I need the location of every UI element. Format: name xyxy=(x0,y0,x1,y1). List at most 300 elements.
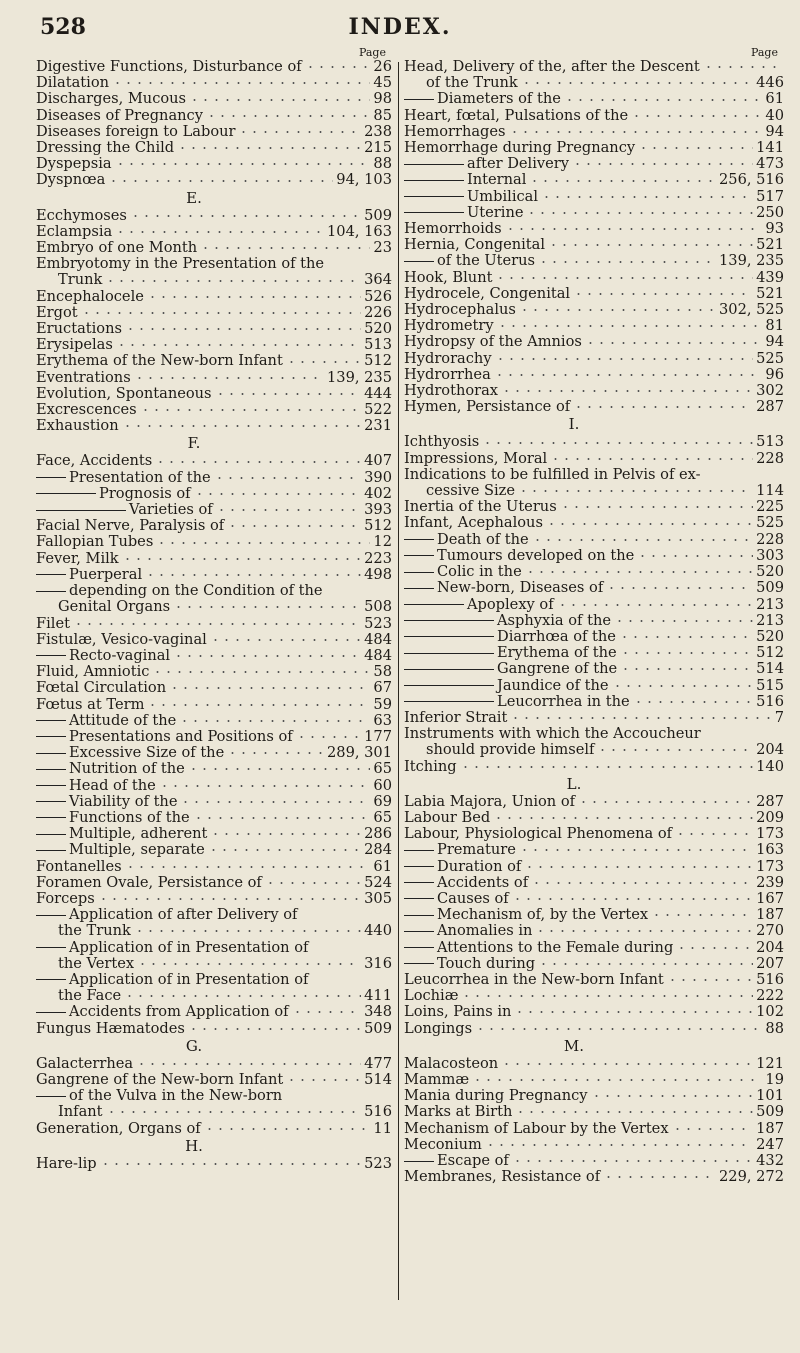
entry-term: of the Trunk xyxy=(426,75,518,92)
entry-page: 522 xyxy=(364,402,392,419)
entry-term: Hare-lip xyxy=(36,1155,97,1172)
dot-leader xyxy=(591,1095,754,1097)
index-entry xyxy=(404,1121,784,1137)
entry-term: Fever, Milk xyxy=(36,550,119,567)
dot-leader xyxy=(125,328,361,330)
dot-leader xyxy=(137,963,361,965)
entry-term: Infant, Acephalous xyxy=(404,515,543,532)
entry-page: 215 xyxy=(364,140,392,157)
dot-leader xyxy=(546,523,753,525)
entry-page: 287 xyxy=(756,399,784,416)
entry-term: Labour Bed xyxy=(404,809,491,826)
index-entry xyxy=(404,483,784,499)
entry-page: 509 xyxy=(756,580,784,597)
entry-term: Generation, Organs of xyxy=(36,1120,201,1137)
entry-term: Inertia of the Uterus xyxy=(404,499,557,516)
index-entry xyxy=(36,208,392,224)
entry-term: Embryotomy in the Presentation of the xyxy=(36,256,325,273)
index-entry-heading xyxy=(404,467,784,483)
index-entry xyxy=(404,351,784,367)
page-header xyxy=(0,14,800,44)
entry-page: 514 xyxy=(756,661,784,678)
index-entry xyxy=(404,1004,784,1020)
ditto-dash xyxy=(36,493,96,494)
entry-term: Jaundice of the xyxy=(497,677,609,694)
section-letter: F. xyxy=(187,434,201,453)
entry-page: 45 xyxy=(373,75,392,92)
index-entry xyxy=(404,826,784,842)
index-entry xyxy=(36,1104,392,1120)
index-entry xyxy=(404,1153,784,1169)
index-entry xyxy=(36,370,392,386)
entry-term: Head of the xyxy=(69,777,156,794)
index-entry xyxy=(36,1121,392,1137)
index-entry xyxy=(404,810,784,826)
page-number: 528 xyxy=(40,14,86,40)
entry-term: Puerperal xyxy=(69,566,143,583)
entry-page: 58 xyxy=(373,664,392,681)
ditto-dash xyxy=(36,574,66,575)
dot-leader xyxy=(122,558,362,560)
entry-page: 407 xyxy=(364,453,392,470)
dot-leader xyxy=(515,1111,753,1113)
dot-leader xyxy=(573,293,753,295)
index-entry xyxy=(36,108,392,124)
index-entry xyxy=(36,502,392,518)
dot-leader xyxy=(130,215,361,217)
entry-term: Fœtal Circulation xyxy=(36,680,167,697)
page-column-label: Page xyxy=(750,46,778,59)
ditto-dash xyxy=(404,947,434,948)
dot-leader xyxy=(136,1063,361,1065)
ditto-dash xyxy=(404,963,434,964)
entry-page: 348 xyxy=(364,1004,392,1021)
entry-term: Impressions, Moral xyxy=(404,450,548,467)
dot-leader xyxy=(637,555,753,557)
entry-term: Marks at Birth xyxy=(404,1104,513,1121)
entry-page: 226 xyxy=(364,304,392,321)
index-entry xyxy=(404,270,784,286)
index-entry xyxy=(404,1088,784,1104)
entry-term: Embryo of one Month xyxy=(36,240,198,257)
entry-term: Mania during Pregnancy xyxy=(404,1088,588,1105)
entry-term: Loins, Pains in xyxy=(404,1004,512,1021)
entry-term: Diseases foreign to Labour xyxy=(36,123,236,140)
entry-term: Hydropsy of the Amnios xyxy=(404,334,582,351)
entry-page: 512 xyxy=(364,518,392,535)
entry-term: Tumours developed on the xyxy=(437,547,635,564)
entry-page: 26 xyxy=(373,59,392,75)
entry-page: 521 xyxy=(756,237,784,254)
index-entry xyxy=(36,1056,392,1072)
entry-term: Hydrothorax xyxy=(404,383,499,400)
entry-page: 94 xyxy=(765,334,784,351)
index-entry xyxy=(36,156,392,172)
entry-page: 187 xyxy=(756,1120,784,1137)
index-entry xyxy=(36,486,392,502)
entry-term: Galacterrhea xyxy=(36,1055,134,1072)
entry-term: Death of the xyxy=(437,531,529,548)
entry-page: 104, 163 xyxy=(327,223,392,240)
dot-leader xyxy=(122,425,362,427)
index-entry xyxy=(36,761,392,777)
index-entry xyxy=(36,648,392,664)
entry-term: Hydrorrhea xyxy=(404,366,491,383)
ditto-dash xyxy=(404,898,434,899)
index-column-left xyxy=(36,46,392,1172)
index-entry xyxy=(404,140,784,156)
index-entry xyxy=(36,923,392,939)
index-entry xyxy=(404,580,784,596)
dot-leader xyxy=(147,704,370,706)
ditto-dash xyxy=(36,947,66,948)
entry-term: Ergot xyxy=(36,304,78,321)
dot-leader xyxy=(180,801,370,803)
ditto-dash xyxy=(36,720,66,721)
entry-term: Excrescences xyxy=(36,402,137,419)
entry-term: Premature xyxy=(437,842,516,859)
entry-term: Dilatation xyxy=(36,75,110,92)
ditto-dash xyxy=(404,653,494,654)
entry-term: Eructations xyxy=(36,321,122,338)
dot-leader xyxy=(524,866,753,868)
entry-page: 514 xyxy=(364,1071,392,1088)
index-entry xyxy=(36,551,392,567)
index-entry xyxy=(404,189,784,205)
dot-leader xyxy=(572,163,753,165)
ditto-dash xyxy=(404,555,434,556)
entry-term: Erythema of the New-born Infant xyxy=(36,353,283,370)
dot-leader xyxy=(525,571,753,573)
index-entry xyxy=(404,678,784,694)
ditto-dash xyxy=(36,736,66,737)
entry-page: 102 xyxy=(756,1004,784,1021)
entry-page: 163 xyxy=(756,842,784,859)
dot-leader xyxy=(633,701,754,703)
dot-leader xyxy=(134,377,324,379)
entry-page: 223 xyxy=(364,550,392,567)
dot-leader xyxy=(286,361,361,363)
entry-page: 484 xyxy=(364,647,392,664)
entry-page: 228 xyxy=(756,531,784,548)
entry-page: 140 xyxy=(756,758,784,775)
ditto-dash xyxy=(404,99,434,100)
entry-term: Presentations and Positions of xyxy=(69,728,293,745)
dot-leader xyxy=(461,995,753,997)
dot-leader xyxy=(495,277,753,279)
entry-term: after Delivery xyxy=(467,156,569,173)
dot-leader xyxy=(631,115,762,117)
index-entry xyxy=(404,1072,784,1088)
dot-leader xyxy=(204,1128,371,1130)
dot-leader xyxy=(619,636,753,638)
dot-leader xyxy=(529,180,716,182)
entry-term: Instruments with which the Accoucheur xyxy=(404,726,701,743)
entry-term: Application of after Delivery of xyxy=(69,907,298,924)
entry-page: 303 xyxy=(756,547,784,564)
entry-page: 93 xyxy=(765,221,784,238)
entry-term: Inferior Strait xyxy=(404,709,508,726)
entry-term: of the Vulva in the New-born xyxy=(69,1088,283,1105)
entry-term: the Face xyxy=(58,988,122,1005)
dot-leader xyxy=(210,639,361,641)
entry-page: 173 xyxy=(756,858,784,875)
ditto-dash xyxy=(404,212,464,213)
dot-leader xyxy=(612,685,754,687)
index-entry xyxy=(36,353,392,369)
entry-term: Attentions to the Female during xyxy=(437,939,674,956)
entry-term: Presentation of the xyxy=(69,469,211,486)
entry-page: 393 xyxy=(364,502,392,519)
index-entry xyxy=(404,383,784,399)
entry-page: 250 xyxy=(756,204,784,221)
index-entry xyxy=(36,680,392,696)
entry-page: 484 xyxy=(364,631,392,648)
section-letter: I. xyxy=(568,415,580,434)
index-entry xyxy=(404,1056,784,1072)
dot-leader xyxy=(155,461,361,463)
dot-leader xyxy=(238,131,361,133)
entry-term: Fluid, Amniotic xyxy=(36,664,150,681)
section-letter: E. xyxy=(186,188,202,207)
entry-term: Application of in Presentation of xyxy=(69,939,309,956)
entry-page: 98 xyxy=(373,91,392,108)
dot-leader xyxy=(115,231,324,233)
dot-leader xyxy=(519,849,753,851)
entry-term: Ichthyosis xyxy=(404,434,480,451)
dot-leader xyxy=(208,849,361,851)
entry-term: Mammæ xyxy=(404,1071,470,1088)
dot-leader xyxy=(505,228,763,230)
index-entry xyxy=(36,842,392,858)
entry-term: Escape of xyxy=(437,1153,509,1169)
section-letter: M. xyxy=(563,1036,585,1055)
entry-page: 94 xyxy=(765,123,784,140)
entry-term: Hydrorachy xyxy=(404,350,492,367)
index-entry-heading xyxy=(36,972,392,988)
index-entry xyxy=(36,91,392,107)
entry-term: Hook, Blunt xyxy=(404,269,493,286)
entry-term: Leucorrhea in the xyxy=(497,693,630,710)
entry-term: Nutrition of the xyxy=(69,761,185,778)
entry-page: 520 xyxy=(756,564,784,581)
index-entry xyxy=(36,59,392,75)
entry-term: Malacosteon xyxy=(404,1055,499,1072)
entry-page: 305 xyxy=(364,890,392,907)
entry-term: Heart, fœtal, Pulsations of the xyxy=(404,107,629,124)
index-entry xyxy=(404,710,784,726)
dot-leader xyxy=(703,66,781,68)
entry-term: Attitude of the xyxy=(69,712,177,729)
index-entry xyxy=(36,1021,392,1037)
ditto-dash xyxy=(36,817,66,818)
ditto-dash xyxy=(36,834,66,835)
index-entry xyxy=(404,694,784,710)
index-entry xyxy=(404,318,784,334)
entry-page: 177 xyxy=(364,728,392,745)
entry-term: Functions of the xyxy=(69,809,190,826)
ditto-dash xyxy=(36,769,66,770)
ditto-dash xyxy=(404,866,434,867)
dot-leader xyxy=(672,1128,754,1130)
index-entry xyxy=(404,532,784,548)
ditto-dash xyxy=(404,604,464,605)
entry-term: Colic in the xyxy=(437,564,522,581)
ditto-dash xyxy=(404,685,494,686)
index-entry xyxy=(404,597,784,613)
entry-term: Diameters of the xyxy=(437,91,561,108)
dot-leader xyxy=(177,147,361,149)
entry-page: 85 xyxy=(373,107,392,124)
entry-term: Prognosis of xyxy=(99,485,191,502)
entry-page: 11 xyxy=(373,1120,392,1137)
index-entry xyxy=(36,453,392,469)
entry-page: 65 xyxy=(373,809,392,826)
ditto-dash xyxy=(36,591,66,592)
entry-page: 477 xyxy=(364,1055,392,1072)
index-entry xyxy=(404,302,784,318)
dot-leader xyxy=(510,717,771,719)
entry-page: 59 xyxy=(373,696,392,713)
dot-leader xyxy=(227,752,324,754)
entry-term: Filet xyxy=(36,615,70,632)
index-entry xyxy=(404,221,784,237)
entry-term: Apoplexy of xyxy=(467,596,554,613)
index-entry xyxy=(404,91,784,107)
dot-leader xyxy=(585,342,763,344)
dot-leader xyxy=(188,768,371,770)
entry-term: Digestive Functions, Disturbance of xyxy=(36,59,302,75)
dot-leader xyxy=(292,1011,362,1013)
dot-leader xyxy=(227,525,361,527)
index-entry xyxy=(36,713,392,729)
entry-page: 238 xyxy=(364,123,392,140)
entry-term: Gangrene of the New-born Infant xyxy=(36,1071,284,1088)
entry-term: Indications to be fulfilled in Pelvis of ex- xyxy=(404,466,701,483)
dot-leader xyxy=(296,736,361,738)
entry-term: Labia Majora, Union of xyxy=(404,793,576,810)
index-entry xyxy=(404,124,784,140)
dot-leader xyxy=(106,1111,362,1113)
dot-leader xyxy=(206,115,370,117)
entry-page: 432 xyxy=(756,1153,784,1169)
dot-leader xyxy=(210,833,361,835)
ditto-dash xyxy=(404,669,494,670)
entry-page: 440 xyxy=(364,923,392,940)
ditto-dash xyxy=(404,850,434,851)
index-entry xyxy=(404,875,784,891)
dot-leader xyxy=(105,280,361,282)
entry-term: Mechanism of, by the Vertex xyxy=(437,907,649,924)
entry-term: Causes of xyxy=(437,890,509,907)
dot-leader xyxy=(134,930,361,932)
index-entry xyxy=(404,661,784,677)
index-entry xyxy=(404,59,784,75)
entry-page: 302, 525 xyxy=(719,302,784,319)
entry-page: 19 xyxy=(765,1071,784,1088)
index-entry xyxy=(36,988,392,1004)
dot-leader xyxy=(159,785,371,787)
entry-page: 96 xyxy=(765,366,784,383)
ditto-dash xyxy=(36,850,66,851)
index-entry xyxy=(404,367,784,383)
entry-page: 473 xyxy=(756,156,784,173)
entry-term: Face, Accidents xyxy=(36,453,153,470)
entry-term: Diarrhœa of the xyxy=(497,628,616,645)
ditto-dash xyxy=(36,979,66,980)
entry-term: Exhaustion xyxy=(36,418,119,435)
entry-term: Facial Nerve, Paralysis of xyxy=(36,518,225,535)
index-entry xyxy=(36,826,392,842)
ditto-dash xyxy=(404,164,464,165)
entry-page: 139, 235 xyxy=(719,253,784,270)
entry-term: Hemorrhages xyxy=(404,123,506,140)
entry-term: Itching xyxy=(404,758,457,775)
entry-term: Asphyxia of the xyxy=(497,612,611,629)
index-entry xyxy=(404,1169,784,1185)
entry-page: 520 xyxy=(364,321,392,338)
entry-page: 60 xyxy=(373,777,392,794)
ditto-dash xyxy=(404,915,434,916)
index-entry xyxy=(36,124,392,140)
index-entry xyxy=(36,956,392,972)
dot-leader xyxy=(216,509,361,511)
page-column-label: Page xyxy=(358,46,386,59)
dot-leader xyxy=(514,1011,753,1013)
entry-term: Trunk xyxy=(58,272,103,289)
entry-page: 520 xyxy=(756,628,784,645)
entry-page: 256, 516 xyxy=(719,172,784,189)
index-entry xyxy=(36,402,392,418)
entry-page: 513 xyxy=(756,434,784,451)
dot-leader xyxy=(667,979,753,981)
dot-leader xyxy=(501,390,753,392)
entry-page: 204 xyxy=(756,939,784,956)
entry-page: 525 xyxy=(756,350,784,367)
entry-term: the Trunk xyxy=(58,923,131,940)
index-entry xyxy=(36,337,392,353)
dot-leader xyxy=(173,655,361,657)
ditto-dash xyxy=(36,785,66,786)
index-entry xyxy=(36,664,392,680)
dot-leader xyxy=(535,930,753,932)
entry-page: 207 xyxy=(756,955,784,972)
dot-leader xyxy=(108,180,333,182)
entry-term: Hydrocephalus xyxy=(404,302,516,319)
index-entry xyxy=(36,289,392,305)
ditto-dash xyxy=(404,636,494,637)
entry-term: Mechanism of Labour by the Vertex xyxy=(404,1120,669,1137)
dot-leader xyxy=(215,393,362,395)
entry-page: 287 xyxy=(756,793,784,810)
index-entry xyxy=(404,564,784,580)
entry-page: 247 xyxy=(756,1136,784,1153)
entry-page: 270 xyxy=(756,923,784,940)
dot-leader xyxy=(179,720,370,722)
dot-leader xyxy=(189,99,370,101)
ditto-dash xyxy=(404,701,494,702)
dot-leader xyxy=(548,244,753,246)
entry-term: Genital Organs xyxy=(58,599,171,616)
index-entry xyxy=(36,859,392,875)
index-entry xyxy=(404,75,784,91)
entry-term: Recto-vaginal xyxy=(69,647,171,664)
entry-page: 512 xyxy=(364,353,392,370)
entry-page: 204 xyxy=(756,742,784,759)
entry-page: 239 xyxy=(756,874,784,891)
entry-page: 139, 235 xyxy=(327,369,392,386)
entry-term: Uterine xyxy=(467,204,524,221)
